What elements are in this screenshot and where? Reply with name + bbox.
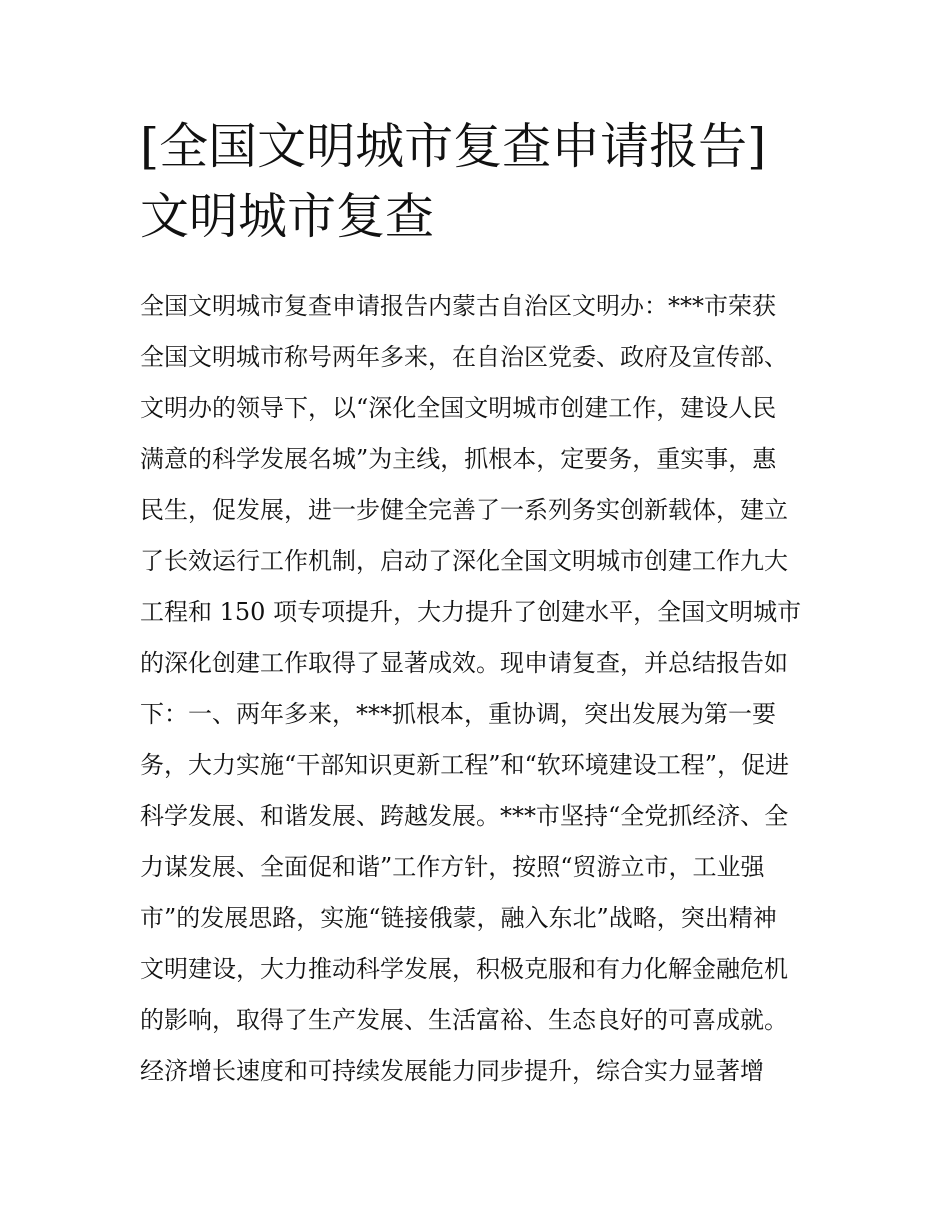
- body-line-2: 全国文明城市称号两年多来，在自治区党委、政府及宣传部、: [140, 343, 788, 371]
- body-line-8: 的深化创建工作取得了显著成效。现申请复查，并总结报告如: [140, 649, 788, 677]
- body-line-10: 务，大力实施“干部知识更新工程”和“软环境建设工程”，促进: [140, 751, 790, 779]
- body-line-9: 下：一、两年多来，***抓根本，重协调，突出发展为第一要: [140, 700, 776, 728]
- body-line-6: 了长效运行工作机制，启动了深化全国文明城市创建工作九大: [140, 547, 788, 575]
- body-line-5: 民生，促发展，进一步健全完善了一系列务实创新载体，建立: [140, 496, 788, 524]
- body-line-14: 文明建设，大力推动科学发展，积极克服和有力化解金融危机: [140, 955, 788, 983]
- body-line-4: 满意的科学发展名城”为主线，抓根本，定要务，重实事，惠: [140, 445, 777, 473]
- body-line-1: 全国文明城市复查申请报告内蒙古自治区文明办：***市荣获: [140, 292, 776, 320]
- title-line-1: [全国文明城市复查申请报告]: [140, 118, 767, 175]
- body-line-15: 的影响，取得了生产发展、生活富裕、生态良好的可喜成就。: [140, 1006, 788, 1034]
- body-line-7: 工程和 150 项专项提升，大力提升了创建水平，全国文明城市: [140, 598, 802, 626]
- title-line-2: 文明城市复查: [140, 188, 435, 245]
- document-title: [140, 112, 840, 252]
- body-line-3: 文明办的领导下，以“深化全国文明城市创建工作，建设人民: [140, 394, 777, 422]
- body-line-11: 科学发展、和谐发展、跨越发展。***市坚持“全党抓经济、全: [140, 802, 789, 830]
- body-line-12: 力谋发展、全面促和谐”工作方针，按照“贸游立市，工业强: [140, 853, 765, 881]
- document-body: [140, 281, 830, 1097]
- body-line-16: 经济增长速度和可持续发展能力同步提升，综合实力显著增: [140, 1057, 764, 1085]
- body-line-13: 市”的发展思路，实施“链接俄蒙，融入东北”战略，突出精神: [140, 904, 777, 932]
